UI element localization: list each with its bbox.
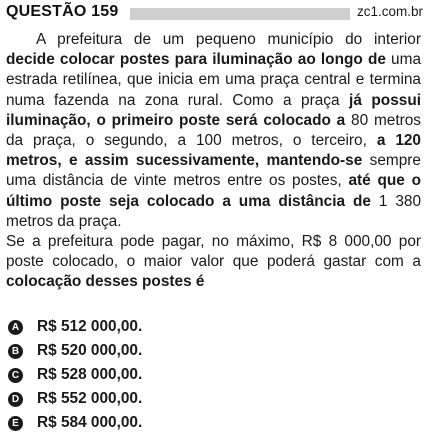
question-bold-text: colocação desses postes é: [6, 273, 205, 291]
header-bar: [130, 8, 350, 20]
statement-bold-text: a 120 metros, e assim sucessivamente, mantendo-se: [6, 132, 421, 170]
source-site: zc1.com.br: [356, 4, 423, 19]
option-c[interactable]: [8, 363, 423, 387]
option-text: R$ 520 000,00.: [37, 342, 143, 359]
option-text: R$ 584 000,00.: [37, 414, 143, 431]
option-d[interactable]: [8, 387, 423, 411]
question-body: [6, 30, 421, 293]
question-header: [6, 2, 423, 22]
question-text: Se a prefeitura pode pagar, no máximo, R$ 8 000,00 por poste colocado, o maior valor que poderá gastar com a: [6, 233, 421, 271]
statement-text: A prefeitura de um pequeno município do interior: [36, 31, 421, 48]
statement-bold-text: já possui iluminação, o primeiro poste será colocado a: [6, 91, 421, 129]
option-letter-icon: E: [8, 416, 23, 431]
statement-text: uma estrada retilínea, que inicia em uma praça central e termina numa fazenda na zona rural. Como a praça: [6, 51, 422, 109]
option-letter-icon: A: [8, 320, 23, 335]
statement-text: 1 380 metros da praça.: [6, 192, 422, 230]
option-letter-icon: B: [8, 344, 23, 359]
statement-text: sempre uma distância de vinte metros entre os postes,: [6, 152, 421, 190]
statement-text: 80 metros da praça, o segundo, a 100 metros, o terceiro,: [6, 111, 421, 150]
option-text: R$ 552 000,00.: [37, 390, 143, 407]
option-a[interactable]: [8, 315, 423, 339]
option-e[interactable]: [8, 411, 423, 435]
question-number: QUESTÃO 159: [6, 3, 119, 20]
option-letter-icon: C: [8, 368, 23, 383]
option-b[interactable]: [8, 339, 423, 363]
option-letter-icon: D: [8, 392, 23, 407]
question-paragraph: [6, 232, 421, 293]
option-text: R$ 512 000,00.: [37, 318, 143, 335]
statement-bold-text: decide colocar postes para iluminação ao longo de: [6, 51, 386, 69]
answer-options: [8, 315, 423, 435]
option-text: R$ 528 000,00.: [37, 366, 143, 383]
statement-paragraph: [6, 30, 421, 232]
statement-bold-text: até que o último poste seja colocado a uma distância de: [6, 172, 421, 210]
